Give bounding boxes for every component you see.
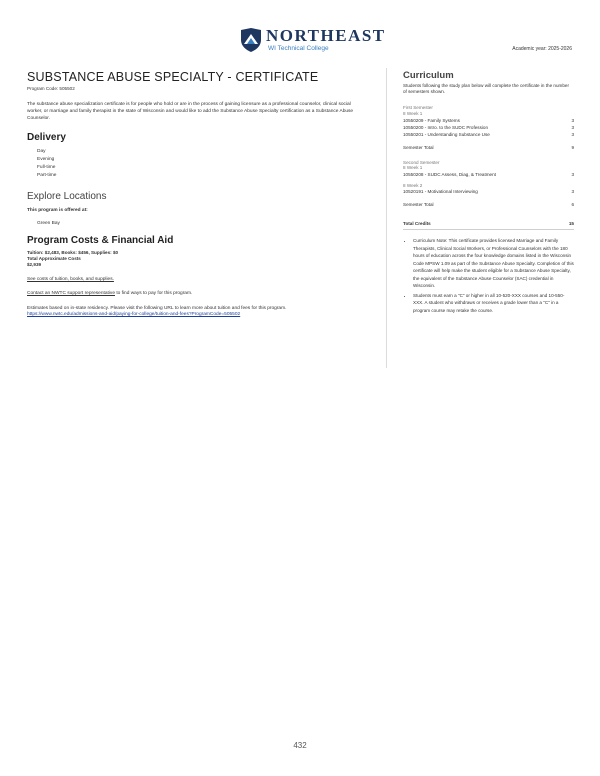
delivery-heading: Delivery <box>27 131 66 143</box>
see-costs-link[interactable]: See costs of tuition, books, and supplies. <box>27 276 114 282</box>
semester-total <box>403 202 574 207</box>
list-item: Part-time <box>37 172 57 178</box>
program-description: The substance abuse specialization certificate is for people who hold or are in the process of gaining licensure as a professional counselor, clinical social worker, or marriage and family therapist in the state of Wisconsin and would like to add the Substance Abuse Specialty certification as a Substance Abuse Counselor. <box>27 102 354 122</box>
course-credits: 3 <box>571 171 574 177</box>
course-credits: 3 <box>571 189 574 195</box>
list-item: Day <box>37 148 46 154</box>
list-item: • Curriculum Note: This certificate provides licensed Marriage and Family Therapists, Clinical Social Workers, or Professional Counselors with the 180 hours of education across the four knowledge domains listed in the Wisconsin Code MPSW 1.09 as part of the Substance Abuse Specialty. Completion of this certificate will help make the student eligible for a Substance Abuse Specialty, the equivalent of the Substance Abuse Counselor (SAC) credential in Wisconsin. <box>413 237 574 290</box>
semester-first <box>403 105 574 149</box>
list-item: Full-time <box>37 164 56 170</box>
semester-total-value: 6 <box>571 202 574 208</box>
semester-label: First Semester <box>403 105 433 111</box>
program-details <box>27 70 379 318</box>
total-costs-value: $2,939 <box>27 262 42 268</box>
estimates-text: Estimates based on in-state residency. Please visit the following URL to learn more about tuition and fees for this program. <box>27 305 287 311</box>
costs-heading: Program Costs & Financial Aid <box>27 234 174 246</box>
curriculum-notes <box>403 237 574 314</box>
list-item: • Students must earn a "C" or higher in all 10-520-XXX courses and 10-550-XXX. A student who withdraws or receives a grade lower than a "C" in a program course may retake the course. <box>413 292 574 315</box>
total-credits <box>403 221 574 230</box>
week-label: 8 Week 1 <box>403 111 423 116</box>
course-row <box>403 117 574 124</box>
curriculum-panel <box>403 70 574 316</box>
tuition-url-link[interactable]: https://www.nwtc.edu/admissions-and-aid/paying-for-college/tuition-and-fees?ProgramCode=505502 <box>27 312 241 318</box>
offered-label: This program is offered at: <box>27 207 88 213</box>
semester-total-label: Semester Total <box>403 144 434 150</box>
contact-text: to find ways to pay for this program. <box>114 291 193 297</box>
estimates-note <box>27 306 379 319</box>
course-name: 10550200 - Intro. to the SUDC Profession <box>403 124 489 130</box>
semester-total <box>403 145 574 150</box>
course-name: 10520191 - Motivational Interviewing <box>403 189 478 195</box>
course-name: 10550209 - Family Systems <box>403 117 460 123</box>
program-code: Program Code: 505502 <box>27 86 75 91</box>
course-row <box>403 171 574 178</box>
course-row <box>403 131 574 138</box>
course-credits: 3 <box>571 131 574 137</box>
page-title: SUBSTANCE ABUSE SPECIALTY - CERTIFICATE <box>27 70 319 84</box>
contact-line <box>27 291 379 297</box>
course-name: 10550208 - SUDC Assess, Diag, & Treatment <box>403 171 496 177</box>
total-costs-label: Total Approximate Costs <box>27 256 81 262</box>
college-logo <box>240 26 386 54</box>
course-credits: 3 <box>571 117 574 123</box>
academic-year: Academic year: 2025-2026 <box>512 46 572 52</box>
costs-summary <box>27 250 379 269</box>
semester-label: Second Semester <box>403 159 440 165</box>
curriculum-intro: Students following the study plan below will complete the certificate in the number of semesters shown. <box>403 83 569 95</box>
semester-total-value: 9 <box>571 144 574 150</box>
cost-breakdown: Tuition: $2,483, Books: $456, Supplies: $0 <box>27 249 119 255</box>
page-number: 432 <box>293 741 307 750</box>
course-row <box>403 124 574 131</box>
location-item: Green Bay <box>37 220 60 226</box>
week-label: 8 Week 1 <box>403 165 423 171</box>
contact-link[interactable]: Contact an NWTC support representative <box>27 291 115 297</box>
shield-icon <box>240 28 262 52</box>
semester-total-label: Semester Total <box>403 202 434 208</box>
column-divider <box>386 68 387 368</box>
total-credits-label: Total Credits <box>403 221 431 227</box>
delivery-list <box>37 148 379 180</box>
curriculum-heading: Curriculum <box>403 70 454 81</box>
semester-second <box>403 160 574 208</box>
course-row <box>403 188 574 195</box>
total-credits-value: 15 <box>568 221 574 227</box>
logo-name: NORTHEAST <box>266 26 386 46</box>
week-label: 8 Week 2 <box>403 182 423 188</box>
course-name: 10550201 - Understanding Substance Use <box>403 131 490 137</box>
locations-heading: Explore Locations <box>27 190 107 202</box>
list-item: Evening <box>37 156 55 162</box>
logo-subtitle: WI Technical College <box>268 45 329 53</box>
course-credits: 3 <box>571 124 574 130</box>
